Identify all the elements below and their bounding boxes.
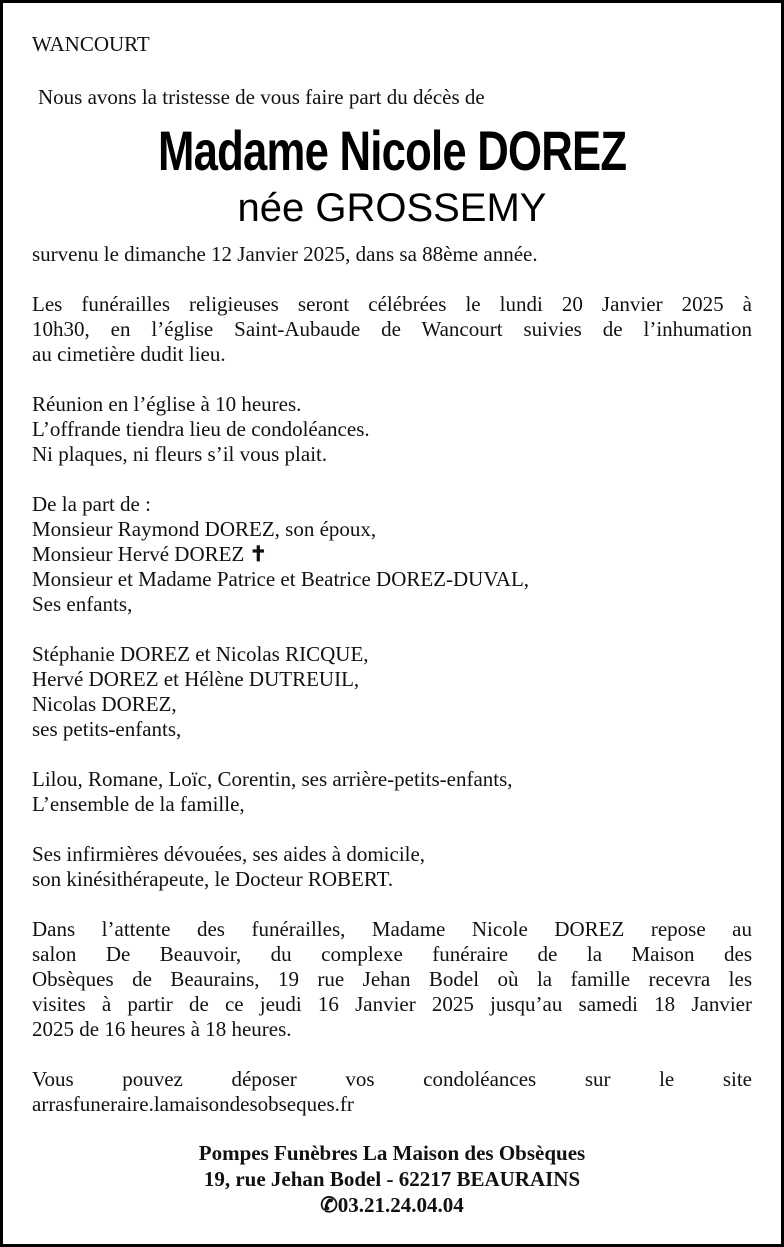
text-line — [32, 767, 752, 792]
text-line — [32, 792, 752, 817]
line-text: Monsieur et Madame Patrice et Beatrice DOREZ-DUVAL, — [32, 567, 530, 591]
text-line — [32, 517, 752, 542]
line-text: Monsieur Hervé DOREZ — [32, 542, 245, 566]
line-text: L’ensemble de la famille, — [32, 792, 245, 816]
text-line — [32, 992, 752, 1017]
text-line — [32, 692, 752, 717]
line-text: Ses infirmières dévouées, ses aides à domicile, — [32, 842, 426, 866]
line-text: Réunion en l’église à 10 heures. — [32, 392, 302, 416]
text-line — [32, 1017, 752, 1042]
text-line — [32, 317, 752, 342]
line-text: Dans l’attente des funérailles, Madame Nicole DOREZ repose au — [32, 917, 752, 941]
text-line — [32, 417, 752, 442]
line-text: 10h30, en l’église Saint-Aubaude de Wancourt suivies de l’inhumation — [32, 317, 752, 341]
paragraph — [32, 1067, 752, 1117]
line-text: Les funérailles religieuses seront célébrées le lundi 20 Janvier 2025 à — [32, 292, 752, 316]
text-line — [32, 942, 752, 967]
text-line — [32, 642, 752, 667]
text-line — [32, 667, 752, 692]
text-line — [32, 567, 752, 592]
line-text: L’offrande tiendra lieu de condoléances. — [32, 417, 370, 441]
funeral-home-phone-line — [0, 1192, 784, 1218]
text-line — [32, 242, 752, 267]
notice-body — [32, 242, 752, 1142]
paragraph — [32, 392, 752, 467]
text-line — [32, 292, 752, 317]
line-text: Obsèques de Beaurains, 19 rue Jehan Bodel où la famille recevra les — [32, 967, 752, 991]
line-text: Nicolas DOREZ, — [32, 692, 177, 716]
text-line — [32, 842, 752, 867]
maiden-name: née GROSSEMY — [237, 186, 547, 230]
funeral-home-name: Pompes Funèbres La Maison des Obsèques — [198, 1141, 586, 1165]
line-text: Ni plaques, ni fleurs s’il vous plait. — [32, 442, 328, 466]
paragraph — [32, 292, 752, 367]
town-heading: WANCOURT — [32, 32, 150, 56]
text-line — [32, 867, 752, 892]
paragraph — [32, 642, 752, 742]
telephone-icon: ✆ — [320, 1193, 338, 1217]
cross-icon: ✝ — [244, 542, 268, 566]
text-line — [32, 542, 752, 567]
text-line[interactable] — [32, 1092, 752, 1117]
paragraph — [32, 242, 752, 267]
text-line — [32, 717, 752, 742]
line-text: Ses enfants, — [32, 592, 133, 616]
funeral-home-footer — [0, 1140, 784, 1218]
line-text: Stéphanie DOREZ et Nicolas RICQUE, — [32, 642, 369, 666]
text-line — [32, 342, 752, 367]
line-text: son kinésithérapeute, le Docteur ROBERT. — [32, 867, 394, 891]
paragraph — [32, 842, 752, 892]
text-line — [32, 442, 752, 467]
text-line — [32, 592, 752, 617]
funeral-home-address: 19, rue Jehan Bodel - 62217 BEAURAINS — [203, 1167, 581, 1191]
line-text: 2025 de 16 heures à 18 heures. — [32, 1017, 292, 1041]
deceased-name: Madame Nicole DOREZ — [157, 119, 627, 182]
intro-text: Nous avons la tristesse de vous faire part du décès de — [38, 85, 485, 109]
paragraph — [32, 492, 752, 617]
line-text: Hervé DOREZ et Hélène DUTREUIL, — [32, 667, 360, 691]
line-text: Monsieur Raymond DOREZ, son époux, — [32, 517, 377, 541]
funeral-home-phone: 03.21.24.04.04 — [337, 1193, 464, 1217]
line-text: au cimetière dudit lieu. — [32, 342, 226, 366]
paragraph — [32, 917, 752, 1042]
line-text: ses petits-enfants, — [32, 717, 182, 741]
line-text: survenu le dimanche 12 Janvier 2025, dans sa 88ème année. — [32, 242, 538, 266]
line-text: Lilou, Romane, Loïc, Corentin, ses arrière-petits-enfants, — [32, 767, 513, 791]
text-line — [32, 492, 752, 517]
line-text: visites à partir de ce jeudi 16 Janvier 2025 jusqu’au samedi 18 Janvier — [32, 992, 752, 1016]
text-line — [32, 967, 752, 992]
text-line — [32, 917, 752, 942]
text-line — [32, 1067, 752, 1092]
paragraph — [32, 767, 752, 817]
text-line — [32, 392, 752, 417]
line-text: salon De Beauvoir, du complexe funéraire de la Maison des — [32, 942, 752, 966]
line-text: De la part de : — [32, 492, 151, 516]
line-text: Vous pouvez déposer vos condoléances sur le site — [32, 1067, 752, 1091]
line-text: arrasfuneraire.lamaisondesobseques.fr — [32, 1092, 354, 1116]
